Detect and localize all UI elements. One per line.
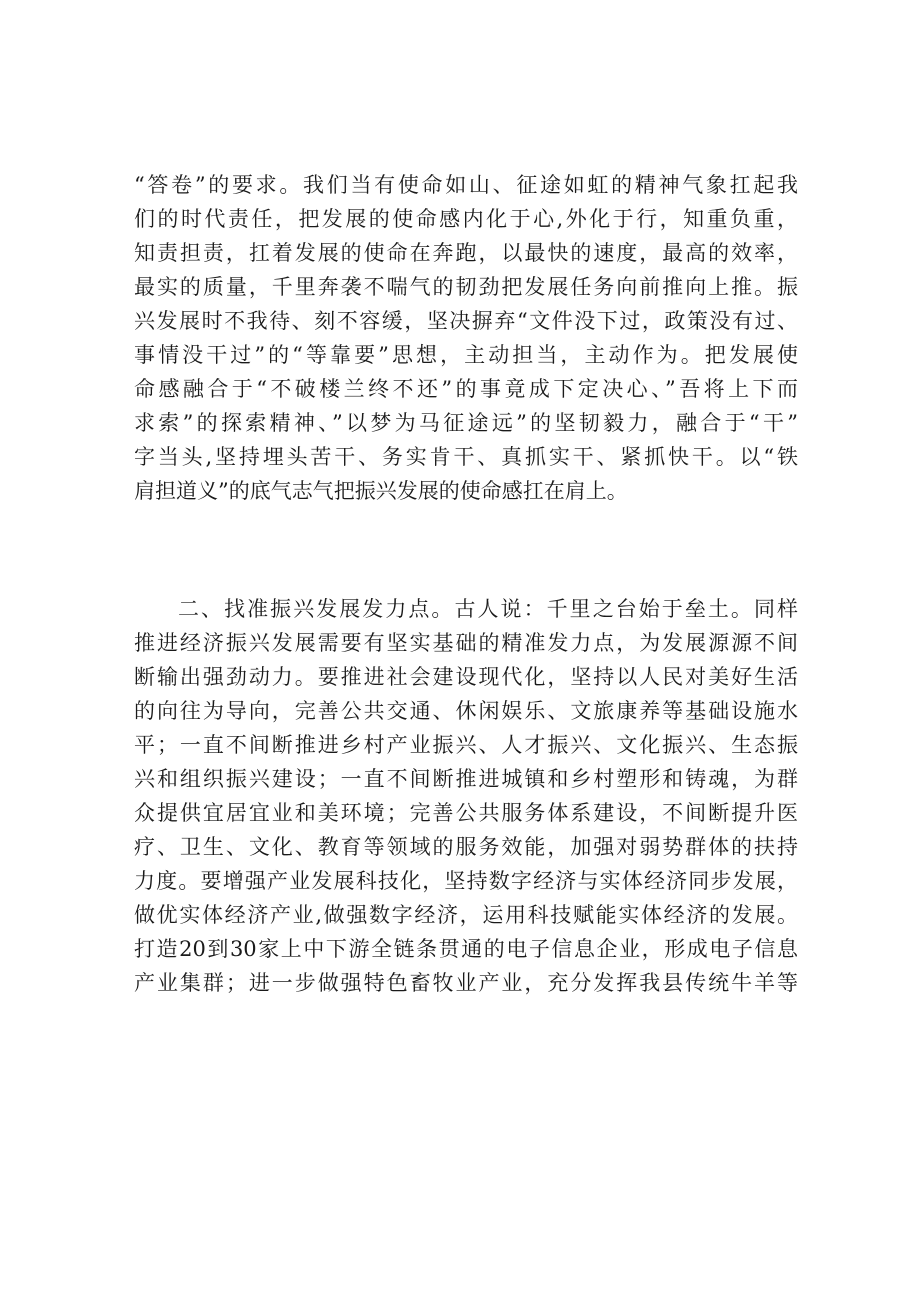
paragraph-1-line: 最实的质量，千里奔袭不喘气的韧劲把发展任务向前推向上推。振: [134, 275, 798, 299]
paragraph-2-line: 力度。要增强产业发展科技化，坚持数字经济与实体经济同步发展，: [134, 869, 798, 893]
paragraph-2-line: 众提供宜居宜业和美环境；完善公共服务体系建设，不间断提升医: [134, 801, 798, 825]
paragraph-1-line: 知责担责，扛着发展的使命在奔跑，以最快的速度，最高的效率，: [134, 241, 798, 265]
paragraph-1-line: 们的时代责任，把发展的使命感内化于心,外化于行，知重负重，: [134, 207, 798, 231]
paragraph-1-line: 兴发展时不我待、刻不容缓，坚决摒弃“文件没下过，政策没有过、: [134, 309, 798, 333]
paragraph-1-line: “答卷”的要求。我们当有使命如山、征途如虹的精神气象扛起我: [134, 173, 798, 197]
paragraph-1: [134, 168, 798, 508]
paragraph-2-line: 的向往为导向，完善公共交通、休闲娱乐、文旅康养等基础设施水: [134, 699, 798, 723]
paragraph-1-line: 求索”的探索精神、”以梦为马征途远”的坚韧毅力，融合于“干”: [134, 411, 798, 435]
paragraph-2-line: 平；一直不间断推进乡村产业振兴、人才振兴、文化振兴、生态振: [134, 733, 798, 757]
paragraph-2-line: 兴和组织振兴建设；一直不间断推进城镇和乡村塑形和铸魂，为群: [134, 767, 798, 791]
paragraph-1-line: 肩担道义”的底气志气把振兴发展的使命感扛在肩上。: [134, 479, 628, 503]
paragraph-1-line: 字当头,坚持埋头苦干、务实肯干、真抓实干、紧抓快干。以“铁: [134, 445, 798, 469]
paragraph-2-line: 打造20到30家上中下游全链条贯通的电子信息企业，形成电子信息: [134, 937, 798, 961]
paragraph-2-line: 断输出强劲动力。要推进社会建设现代化，坚持以人民对美好生活: [134, 665, 798, 689]
paragraph-1-line: 命感融合于“不破楼兰终不还”的事竟成下定决心、”吾将上下而: [134, 377, 798, 401]
paragraph-2-line: 产业集群；进一步做强特色畜牧业产业，充分发挥我县传统牛羊等: [134, 971, 798, 995]
paragraph-2-line: 做优实体经济产业,做强数字经济，运用科技赋能实体经济的发展。: [134, 903, 798, 927]
paragraph-2-line: 二、找准振兴发展发力点。古人说：千里之台始于垒土。同样: [178, 597, 798, 621]
paragraph-2-line: 疗、卫生、文化、教育等领域的服务效能，加强对弱势群体的扶持: [134, 835, 798, 859]
paragraph-2: [134, 592, 798, 1000]
paragraph-2-line: 推进经济振兴发展需要有坚实基础的精准发力点，为发展源源不间: [134, 631, 798, 655]
paragraph-1-line: 事情没干过”的“等靠要”思想，主动担当，主动作为。把发展使: [134, 343, 798, 367]
